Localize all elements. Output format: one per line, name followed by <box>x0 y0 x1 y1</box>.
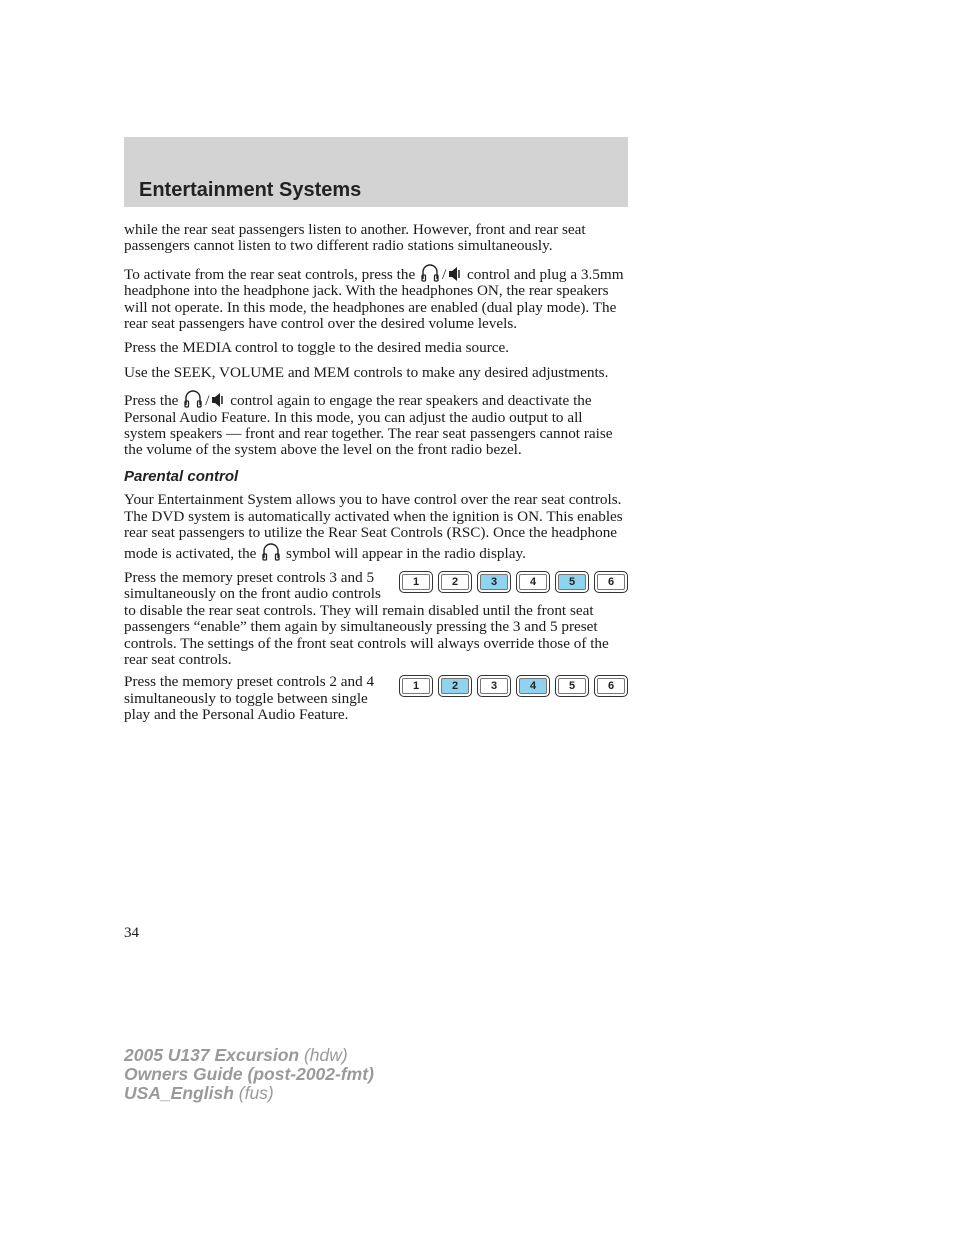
paragraph-seek-volume-mem: Use the SEEK, VOLUME and MEM controls to make any desired adjustments. <box>124 363 609 381</box>
paragraph-toggle-personal-audio: Press the memory preset controls 2 and 4 simultaneously to toggle between single play and the Personal Audio Feature. <box>124 674 375 724</box>
footer-line-2 <box>124 1065 374 1084</box>
preset-button-4: 4 <box>516 571 550 593</box>
slash-separator: / <box>441 265 447 283</box>
preset-button-6: 6 <box>594 675 628 697</box>
preset-button-3: 3 <box>477 571 511 593</box>
preset-button-5: 5 <box>555 675 589 697</box>
preset-row-toggle <box>124 674 628 723</box>
body-content <box>124 222 628 724</box>
preset-buttons-graphic <box>399 675 628 697</box>
paragraph-text: symbol will appear in the radio display. <box>286 544 526 562</box>
footer-guide: Owners Guide (post-2002-fmt) <box>124 1064 374 1084</box>
headphone-icon <box>183 389 203 409</box>
parental-control-heading: Parental control <box>124 467 239 485</box>
footer-model: 2005 U137 Excursion <box>124 1045 300 1065</box>
preset-buttons-graphic <box>399 571 628 593</box>
preset-button-1: 1 <box>399 571 433 593</box>
section-title: Entertainment Systems <box>139 179 362 201</box>
headphone-icon <box>420 263 440 283</box>
paragraph-media-control: Press the MEDIA control to toggle to the desired media source. <box>124 339 510 357</box>
preset-button-5: 5 <box>555 571 589 593</box>
paragraph-text: control and plug a 3.5mm headphone into the headphone jack. With the headphones ON, the rear speakers will not operate. In this mode, the headphones are enabled (dual play mode). The rear seat passengers have control over the desired volume levels. <box>124 265 624 333</box>
footer-line-1 <box>124 1046 374 1065</box>
preset-row-disable <box>124 570 628 668</box>
speaker-icon <box>448 265 462 283</box>
paragraph-engage-speakers <box>124 389 628 459</box>
section-header-band <box>124 137 628 207</box>
paragraph-parental-intro <box>124 492 628 562</box>
footer-line-3 <box>124 1084 374 1103</box>
paragraph-dual-play-intro: while the rear seat passengers listen to another. However, front and rear seat passengers cannot listen to two different radio stations simultaneously. <box>124 221 586 255</box>
paragraph-text: Your Entertainment System allows you to have control over the rear seat controls. The DVD system is automatically activated when the ignition is ON. This enables rear seat passengers to utilize the Rear Seat Controls (RSC). Once the headphone mode is activated, the <box>124 491 623 562</box>
paragraph-text: To activate from the rear seat controls, press the <box>124 265 416 283</box>
paragraph-disable-rear-controls: Press the memory preset controls 3 and 5 simultaneously on the front audio controls to disable the rear seat controls. They will remain disabled until the front seat passengers “enable” them again by simultaneously pressing the 3 and 5 preset controls. The settings of the front seat controls will always override those of the rear seat controls. <box>124 569 609 668</box>
headphone-icon <box>261 542 281 562</box>
paragraph-text: Press the <box>124 392 179 410</box>
preset-button-4: 4 <box>516 675 550 697</box>
preset-button-6: 6 <box>594 571 628 593</box>
document-footer <box>124 1046 374 1103</box>
speaker-icon <box>211 391 225 409</box>
paragraph-text: control again to engage the rear speakers and deactivate the Personal Audio Feature. In this mode, you can adjust the audio output to all system speakers — front and rear together. The rear seat passengers cannot raise the volume of the system above the level on the front radio bezel. <box>124 392 613 459</box>
preset-button-2: 2 <box>438 571 472 593</box>
footer-language: USA_English <box>124 1083 234 1103</box>
page-number: 34 <box>124 925 139 941</box>
footer-model-code: (hdw) <box>299 1045 348 1065</box>
preset-button-1: 1 <box>399 675 433 697</box>
preset-button-2: 2 <box>438 675 472 697</box>
paragraph-activate-rear <box>124 263 628 333</box>
footer-language-code: (fus) <box>233 1083 274 1103</box>
preset-button-3: 3 <box>477 675 511 697</box>
slash-separator: / <box>205 392 210 410</box>
